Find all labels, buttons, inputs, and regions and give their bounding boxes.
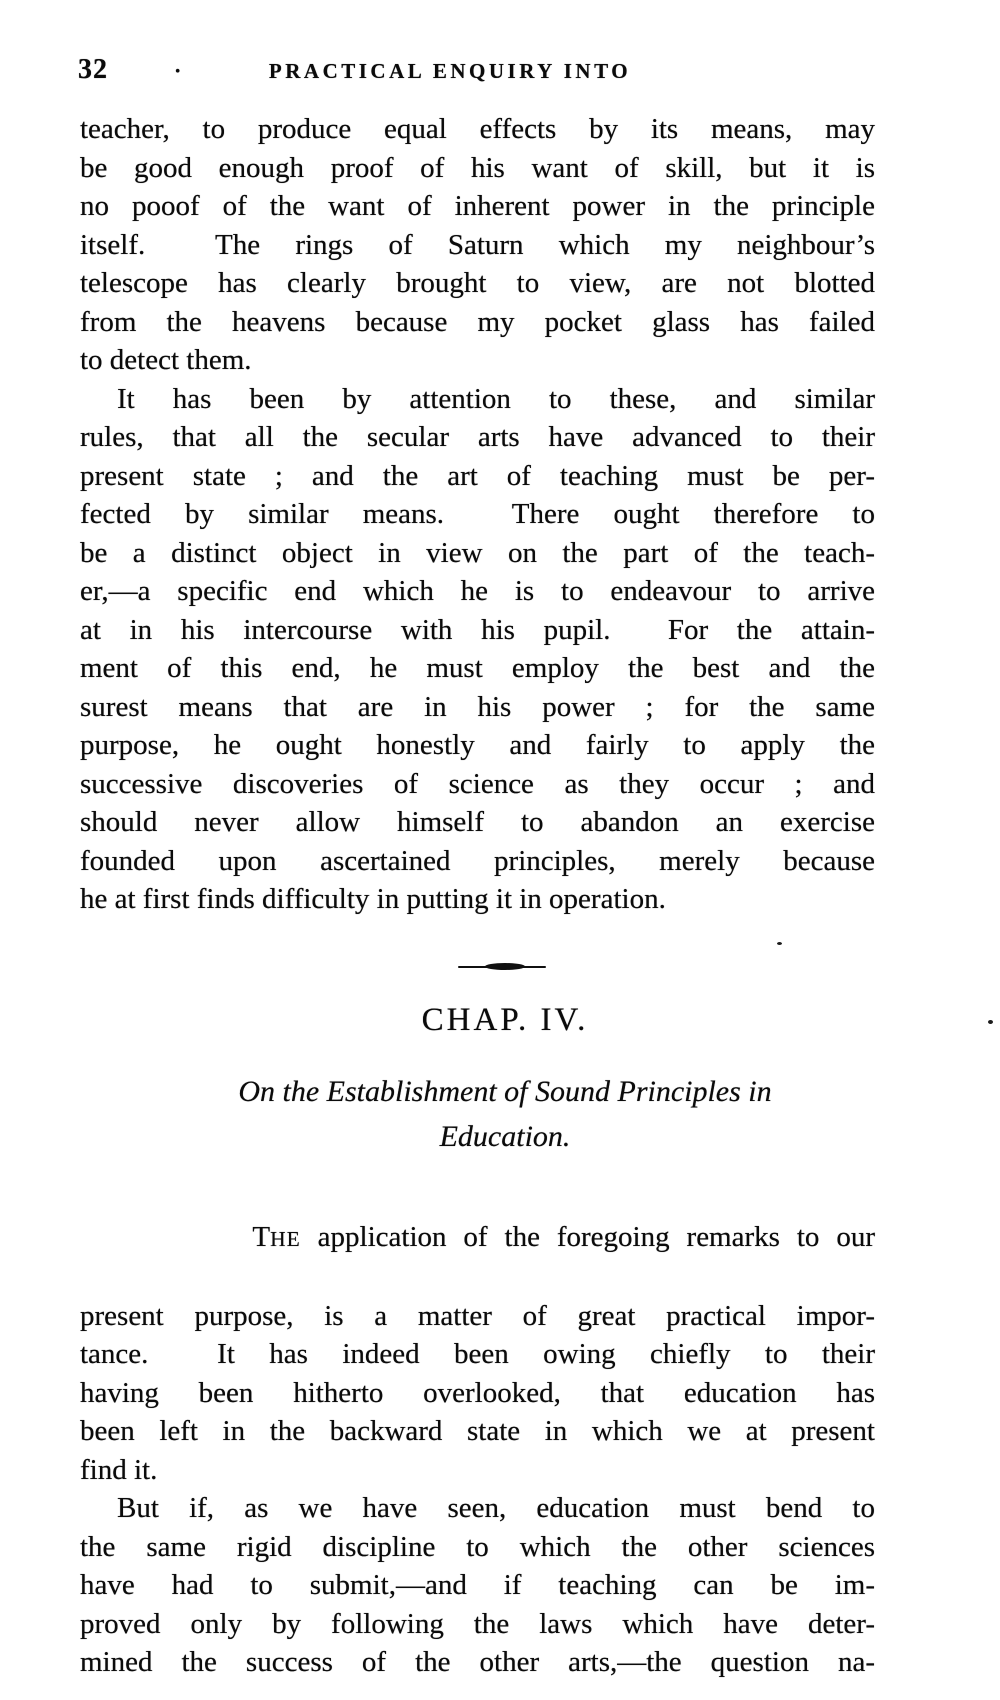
text-line: to detect them. bbox=[80, 344, 252, 376]
text-line: fected by similar means. There ought therefore to bbox=[80, 498, 875, 530]
text-line: proved only by following the laws which have deter- bbox=[80, 1607, 875, 1640]
page-header bbox=[0, 54, 1000, 92]
text-line: having been hitherto overlooked, that education has bbox=[80, 1376, 875, 1409]
text-line: er,—a specific end which he is to endeavour to arrive bbox=[80, 575, 875, 607]
running-header-title: PRACTICAL ENQUIRY INTO bbox=[268, 59, 632, 83]
text-line: been left in the backward state in which we at present bbox=[80, 1415, 875, 1447]
lead-small-caps: HE bbox=[270, 1226, 301, 1251]
paragraph-3 bbox=[80, 1179, 875, 1489]
paragraph-4 bbox=[80, 1489, 875, 1682]
chapter-subtitle-line: On the Establishment of Sound Principles in bbox=[238, 1075, 772, 1108]
text-line: ment of this end, he must employ the best and the bbox=[80, 652, 875, 684]
text-line: It has been by attention to these, and similar bbox=[117, 382, 875, 415]
divider-lens-shape bbox=[485, 963, 525, 970]
text-line: successive discoveries of science as they occur ; and bbox=[80, 767, 875, 800]
paragraph-2 bbox=[80, 380, 875, 919]
text-line bbox=[80, 1179, 875, 1297]
paragraph-1 bbox=[80, 110, 875, 380]
section-divider-ornament bbox=[458, 962, 546, 971]
text-line: present state ; and the art of teaching must be per- bbox=[80, 459, 875, 492]
text-line: from the heavens because my pocket glass has failed bbox=[80, 305, 875, 338]
lead-capital: T bbox=[252, 1220, 271, 1253]
text-line: rules, that all the secular arts have advanced to their bbox=[80, 421, 875, 453]
text-line: founded upon ascertained principles, merely because bbox=[80, 844, 875, 877]
text-line: should never allow himself to abandon an exercise bbox=[80, 806, 875, 838]
text-line-rest: application of the foregoing remarks to our bbox=[300, 1220, 875, 1253]
chapter-subtitle bbox=[80, 1069, 930, 1159]
text-line: he at first finds difficulty in putting it in operation. bbox=[80, 883, 666, 915]
chapter-heading: CHAP. IV. bbox=[421, 1002, 589, 1038]
text-line: find it. bbox=[80, 1453, 158, 1486]
text-line: be good enough proof of his want of skill, but it is bbox=[80, 151, 875, 184]
ink-speck bbox=[988, 1020, 993, 1024]
chapter-subtitle-line: Education. bbox=[439, 1120, 571, 1153]
text-line: be a distinct object in view on the part of the teach- bbox=[80, 536, 875, 569]
text-line: have had to submit,—and if teaching can be im- bbox=[80, 1569, 875, 1601]
text-line: telescope has clearly brought to view, are not blotted bbox=[80, 267, 875, 299]
ink-speck bbox=[777, 942, 782, 945]
text-line: teacher, to produce equal effects by its means, may bbox=[80, 113, 875, 145]
text-line: purpose, he ought honestly and fairly to apply the bbox=[80, 729, 875, 761]
text-line: no pooof of the want of inherent power in the principle bbox=[80, 190, 875, 222]
text-line: present purpose, is a matter of great practical impor- bbox=[80, 1299, 875, 1332]
body-text-block-2 bbox=[80, 1179, 875, 1682]
page-number: 32 bbox=[78, 54, 108, 85]
text-line: at in his intercourse with his pupil. For the attain- bbox=[80, 613, 875, 646]
text-line: tance. It has indeed been owing chiefly to their bbox=[80, 1338, 875, 1370]
text-line: itself. The rings of Saturn which my neighbour’s bbox=[80, 228, 875, 261]
text-line: mined the success of the other arts,—the question na- bbox=[80, 1646, 875, 1678]
body-text-block-1 bbox=[80, 110, 875, 919]
text-line: the same rigid discipline to which the other sciences bbox=[80, 1530, 875, 1563]
text-line: But if, as we have seen, education must bend to bbox=[117, 1492, 875, 1524]
header-separator-dot: · bbox=[174, 58, 182, 83]
text-line: surest means that are in his power ; for the same bbox=[80, 690, 875, 723]
